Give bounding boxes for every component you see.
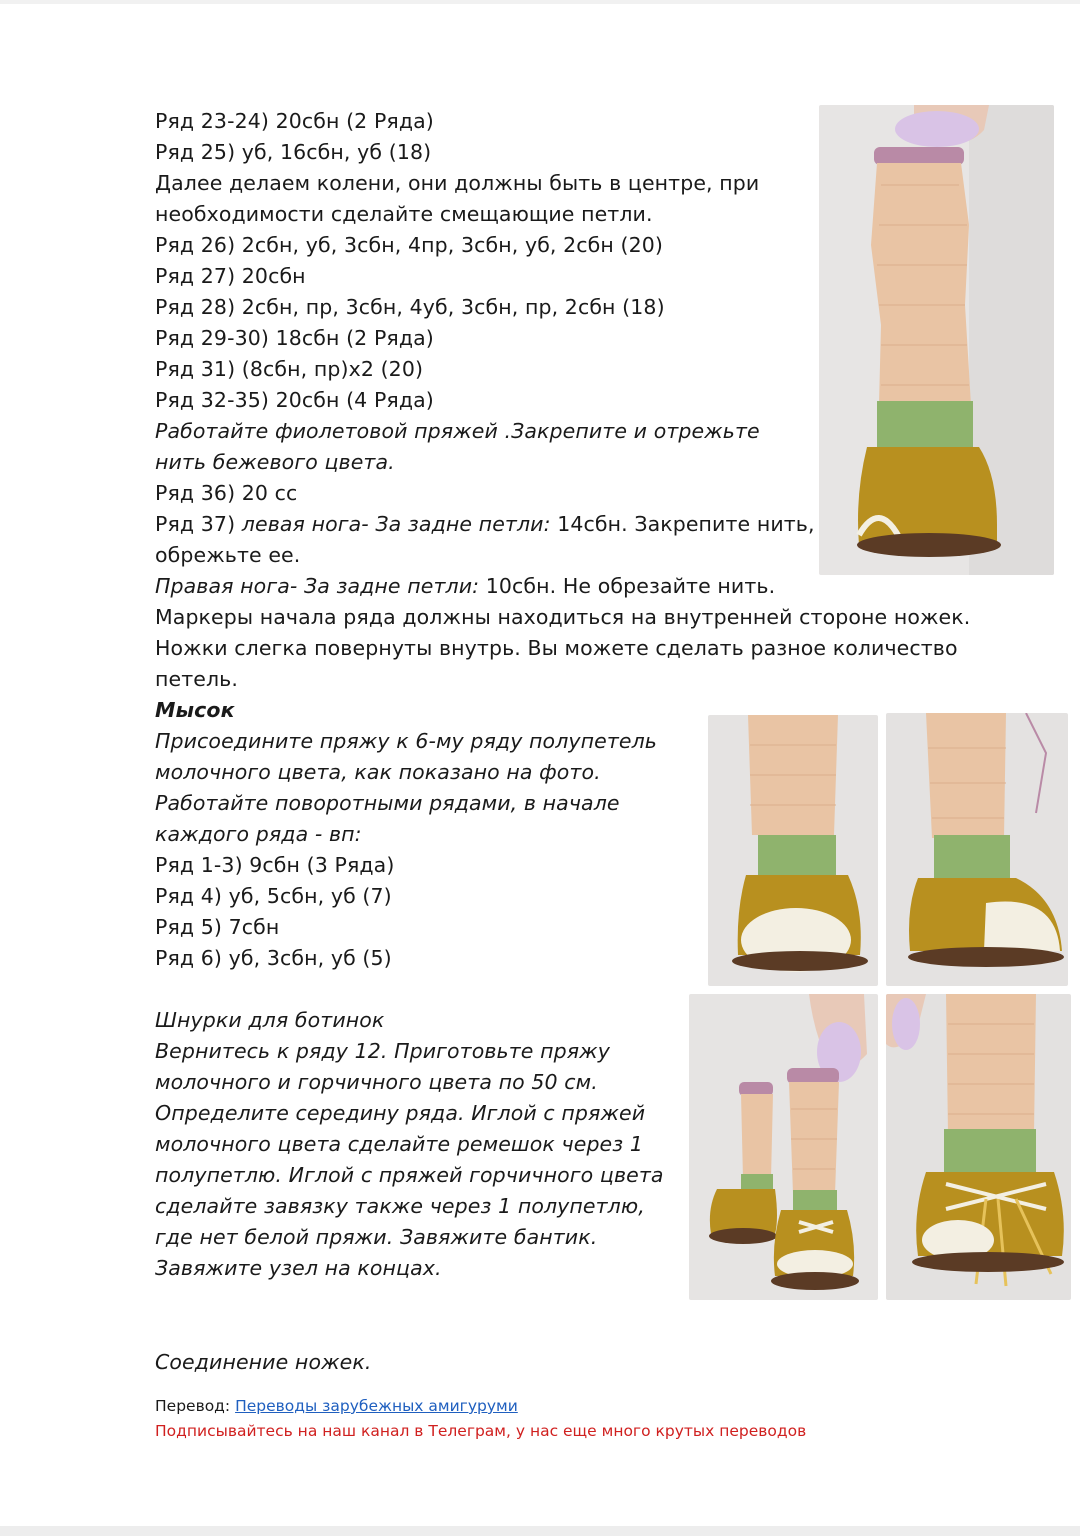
laces-note-7: где нет белой пряжи. Завяжите бантик. — [155, 1225, 598, 1249]
row-32-35: Ряд 32-35) 20сбн (4 Ряда) — [155, 388, 434, 412]
row-26: Ряд 26) 2сбн, уб, 3сбн, 4пр, 3сбн, уб, 2сбн (20) — [155, 233, 664, 257]
toe-note-3: Работайте поворотными рядами, в начале — [155, 791, 620, 815]
translation-credit — [155, 1395, 518, 1417]
photo-two-legs — [689, 994, 878, 1300]
laces-heading: Шнурки для ботинок — [155, 1008, 385, 1032]
laces-note-2: молочного и горчичного цвета по 50 см. — [155, 1070, 598, 1094]
toe-note-2: молочного цвета, как показано на фото. — [155, 760, 601, 784]
photo-laced-boot — [886, 994, 1071, 1300]
row-36: Ряд 36) 20 сс — [155, 481, 298, 505]
legs-turned-note-2: петель. — [155, 667, 238, 691]
page-edge — [0, 0, 1080, 4]
laces-note-6: сделайте завязку также через 1 полупетлю, — [155, 1194, 645, 1218]
translation-link[interactable]: Переводы зарубежных амигуруми — [235, 1397, 518, 1415]
toe-row-6: Ряд 6) уб, 3сбн, уб (5) — [155, 946, 392, 970]
toe-row-4: Ряд 4) уб, 5сбн, уб (7) — [155, 884, 392, 908]
violet-yarn-note-1: Работайте фиолетовой пряжей .Закрепите и отрежьте — [155, 419, 760, 443]
laces-note-1: Вернитесь к ряду 12. Приготовьте пряжу — [155, 1039, 610, 1063]
photo-leg-held — [819, 105, 1054, 575]
row-29-30: Ряд 29-30) 18сбн (2 Ряда) — [155, 326, 434, 350]
photo-toe-side — [886, 713, 1068, 986]
row-37-left-leg: левая нога- За задне петли: — [241, 512, 551, 536]
toe-note-1: Присоедините пряжу к 6-му ряду полупетель — [155, 729, 657, 753]
laces-note-3: Определите середину ряда. Иглой с пряжей — [155, 1101, 646, 1125]
laces-note-4: молочного цвета сделайте ремешок через 1 — [155, 1132, 644, 1156]
row-28: Ряд 28) 2сбн, пр, 3сбн, 4уб, 3сбн, пр, 2сбн (18) — [155, 295, 665, 319]
legs-turned-note-1: Ножки слегка повернуты внутрь. Вы можете сделать разное количество — [155, 636, 958, 660]
joining-legs-heading: Соединение ножек. — [155, 1350, 372, 1374]
toe-heading: Мысок — [155, 698, 235, 722]
row-37-prefix: Ряд 37) — [155, 512, 242, 536]
knee-note-1: Далее делаем колени, они должны быть в центре, при — [155, 171, 760, 195]
toe-row-5: Ряд 5) 7сбн — [155, 915, 280, 939]
row-23-24: Ряд 23-24) 20сбн (2 Ряда) — [155, 109, 434, 133]
row-27: Ряд 27) 20сбн — [155, 264, 306, 288]
right-leg-rest: 10сбн. Не обрезайте нить. — [479, 574, 776, 598]
translation-label: Перевод: — [155, 1397, 236, 1415]
row-31: Ряд 31) (8сбн, пр)х2 (20) — [155, 357, 424, 381]
toe-note-4: каждого ряда - вп: — [155, 822, 362, 846]
row-25: Ряд 25) уб, 16сбн, уб (18) — [155, 140, 432, 164]
violet-yarn-note-2: нить бежевого цвета. — [155, 450, 395, 474]
right-leg-label: Правая нога- За задне петли: — [155, 574, 480, 598]
right-leg-line — [155, 571, 775, 602]
page-edge — [0, 1526, 1080, 1536]
laces-note-5: полупетлю. Иглой с пряжей горчичного цвета — [155, 1163, 664, 1187]
row-37 — [155, 509, 815, 540]
knee-note-2: необходимости сделайте смещающие петли. — [155, 202, 653, 226]
laces-note-8: Завяжите узел на концах. — [155, 1256, 442, 1280]
subscribe-note: Подписывайтесь на наш канал в Телеграм, у нас еще много крутых переводов — [155, 1422, 807, 1440]
markers-note: Маркеры начала ряда должны находиться на внутренней стороне ножек. — [155, 605, 971, 629]
row-37-rest: 14сбн. Закрепите нить, — [550, 512, 815, 536]
toe-row-1-3: Ряд 1-3) 9сбн (3 Ряда) — [155, 853, 395, 877]
row-37-cont: обрежьте ее. — [155, 543, 301, 567]
photo-toe-front — [708, 715, 878, 986]
